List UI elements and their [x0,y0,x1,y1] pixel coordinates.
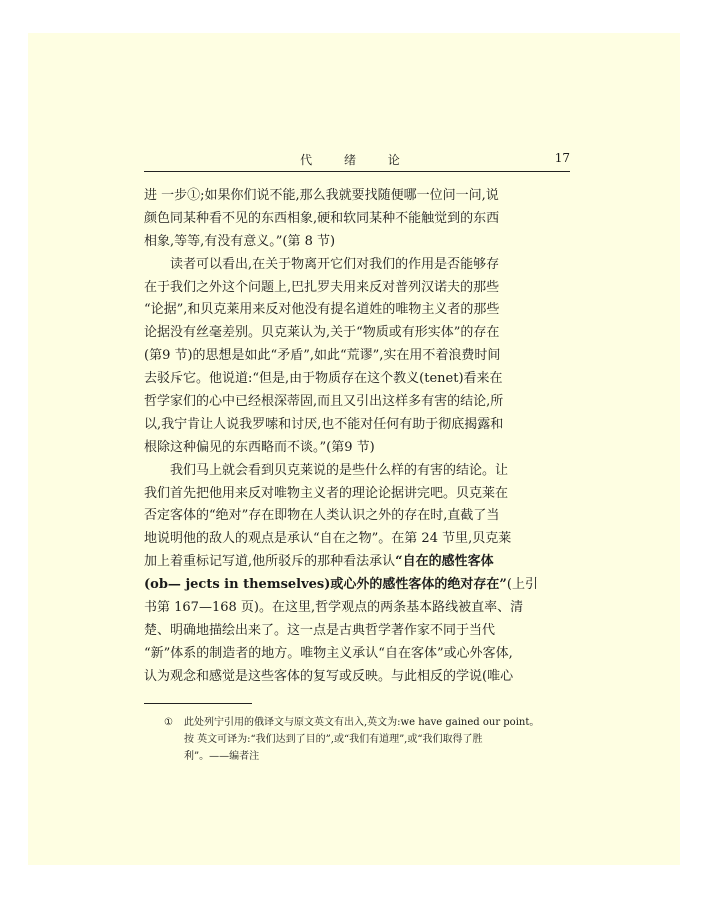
footnote-divider [144,703,252,704]
text-line-with-emphasis [144,574,580,597]
footnote-line: 利”。——编者注 [184,751,260,762]
text-line: 在于我们之外这个问题上,巴扎罗夫用来反对普列汉诺夫的那些 [144,279,500,295]
text-line: 论据没有丝毫差别。贝克莱认为,关于“物质或有形实体”的存在 [144,325,500,341]
paragraph-start-line: 读者可以看出,在关于物离开它们对我们的作用是否能够存 [170,256,500,272]
chapter-title: 代 绪 论 [300,153,414,167]
emphasized-quote: “自在的感性客体 [395,554,494,570]
text-line: 去驳斥它。他说道:“但是,由于物质存在这个教义(tenet)看来在 [144,371,503,387]
footnote-marker: ① [164,717,173,728]
emphasized-quote: (ob— jects in themselves)或心外的感性客体的绝对存在” [144,577,507,593]
text-line: 认为观念和感觉是这些客体的复写或反映。与此相反的学说(唯心 [144,668,514,684]
text-line: “论据”,和贝克莱用来反对他没有提名道姓的唯物主义者的那些 [144,302,500,318]
text-line: 进 一步①;如果你们说不能,那么我就要找随便哪一位问一问,说 [144,188,499,203]
paragraph-start-line: 我们马上就会看到贝克莱说的是些什么样的有害的结论。让 [170,462,509,478]
text-line: 否定客体的“绝对”存在即物在人类认识之外的存在时,直截了当 [144,508,500,524]
text-segment: 加上着重标记写道,他所驳斥的那种看法承认 [144,554,396,570]
main-text [144,185,580,689]
text-line: 哲学家们的心中已经根深蒂固,而且又引出这样多有害的结论,所 [144,394,504,410]
text-line: “新”体系的制造者的地方。唯物主义承认“自在客体”或心外客体, [144,645,513,661]
footnote-text: 此处列宁引用的俄译文与原文英文有出入,英文为:we have gained our point。 [184,717,540,728]
footnote-line: 按 英文可译为:“我们达到了目的”,或“我们有道理”,或“我们取得了胜 [184,734,483,745]
text-line: 楚、明确地描绘出来了。这一点是古典哲学著作家不同于当代 [144,622,496,638]
text-line: (第9 节)的思想是如此“矛盾”,如此“荒谬”,实在用不着浪费时间 [144,348,501,364]
text-line: 相象,等等,有没有意义。”(第 8 节) [144,233,336,249]
text-line: 我们首先把他用来反对唯物主义者的理论论据讲完吧。贝克莱在 [144,485,509,501]
footnote-line [164,714,580,731]
text-line-with-emphasis [144,551,580,574]
page-number: 17 [554,151,570,165]
running-header [144,151,570,172]
text-line: 颜色同某种看不见的东西相象,硬和软同某种不能触觉到的东西 [144,210,500,226]
footnote [164,714,580,765]
text-line: 书第 167—168 页)。在这里,哲学观点的两条基本路线被直率、清 [144,600,524,616]
text-line: 以,我宁肯让人说我罗嗦和讨厌,也不能对任何有助于彻底揭露和 [144,416,504,432]
text-line: 根除这种偏见的东西略而不谈。”(第9 节) [144,439,375,455]
book-page [28,33,680,865]
text-segment: (上引 [506,577,538,593]
text-line: 地说明他的敌人的观点是承认“自在之物”。在第 24 节里,贝克莱 [144,531,512,547]
